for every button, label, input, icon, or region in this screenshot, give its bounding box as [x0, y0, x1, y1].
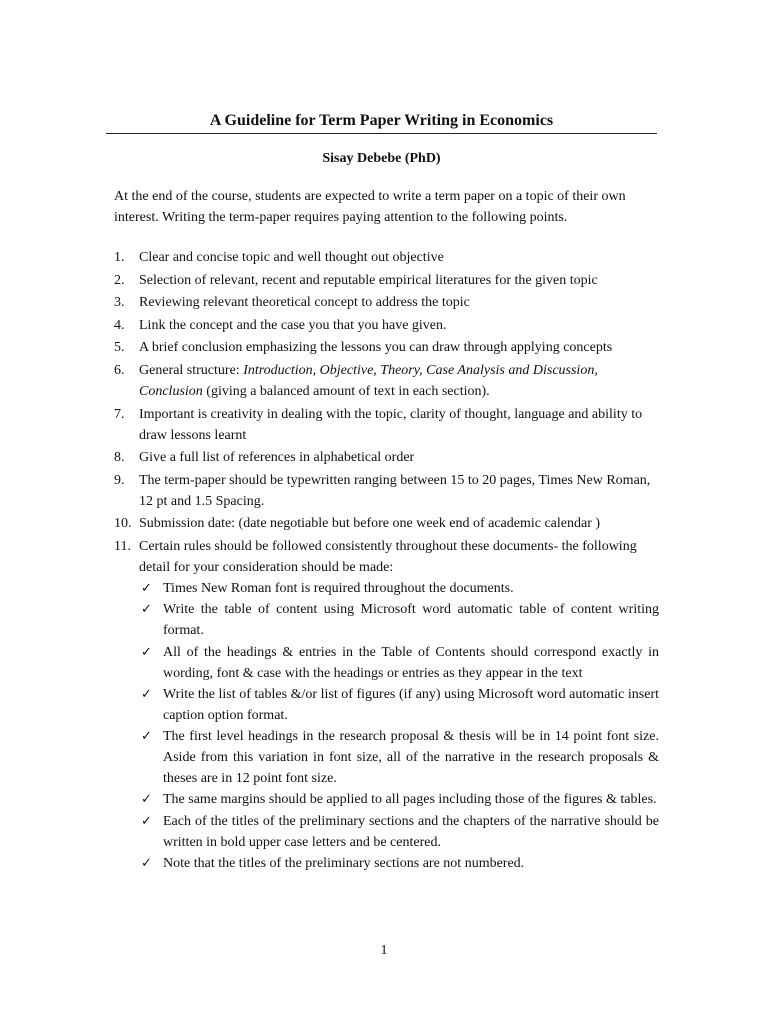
document-title: A Guideline for Term Paper Writing in Economics [209, 112, 554, 129]
check-icon: ✓ [141, 856, 152, 872]
list-item-text: Give a full list of references in alphabetical order [139, 450, 415, 466]
list-item [114, 337, 659, 358]
list-item-text-tail: (giving a balanced amount of text in each section). [202, 383, 490, 399]
intro-paragraph: At the end of the course, students are expected to write a term paper on a topic of their own interest. Writing the term-paper requires paying attention to the following points. [114, 189, 626, 225]
list-item-text: A brief conclusion emphasizing the lessons you can draw through applying concepts [139, 340, 613, 356]
rule-text: Note that the titles of the preliminary sections are not numbered. [163, 856, 525, 872]
title-underline-rule [106, 133, 657, 134]
list-item [114, 315, 659, 336]
list-item-text: Reviewing relevant theoretical concept to address the topic [139, 295, 470, 311]
check-icon: ✓ [141, 686, 152, 702]
author-line: Sisay Debebe (PhD) [322, 151, 441, 166]
rule-text: The first level headings in the research proposal & thesis will be in 14 point font size. Aside from this variation in font size, all of the narrative in the research proposals & theses are in 12 point font size. [163, 729, 659, 787]
rule-text: Times New Roman font is required throughout the documents. [163, 580, 514, 596]
formatting-rules-list [139, 578, 659, 874]
list-item [114, 447, 659, 468]
check-icon: ✓ [141, 580, 152, 596]
rule-item [139, 578, 659, 599]
rule-text: The same margins should be applied to all pages including those of the figures & tables. [163, 792, 657, 808]
list-item [114, 247, 659, 268]
check-icon: ✓ [141, 644, 152, 660]
list-item-number: 7. [114, 406, 125, 422]
rule-item [139, 684, 659, 726]
list-item-text: Selection of relevant, recent and reputable empirical literatures for the given topic [139, 272, 598, 288]
list-item [114, 292, 659, 313]
list-item-number: 8. [114, 450, 125, 466]
page-number: 1 [380, 943, 388, 958]
list-item-text: Submission date: (date negotiable but before one week end of academic calendar ) [139, 516, 601, 532]
rule-item [139, 853, 659, 874]
list-item-text: Clear and concise topic and well thought out objective [139, 250, 444, 265]
rule-text: Write the table of content using Microsoft word automatic table of content writing format. [163, 602, 659, 639]
rule-item [139, 642, 659, 684]
guideline-list [114, 247, 659, 876]
rule-item [139, 726, 659, 789]
list-item-text-lead: General structure: [139, 362, 244, 378]
list-item-number: 6. [114, 362, 125, 378]
rule-text: All of the headings & entries in the Table of Contents should correspond exactly in wording, font & case with the headings or entries as they appear in the text [163, 644, 659, 681]
list-item-number: 4. [114, 317, 125, 333]
list-item-number: 10. [114, 516, 132, 532]
rule-item [139, 811, 659, 853]
list-item-text: The term-paper should be typewritten ranging between 15 to 20 pages, Times New Roman, 12 pt and 1.5 Spacing. [139, 472, 651, 509]
list-item-number: 9. [114, 472, 125, 488]
list-item-number: 5. [114, 340, 125, 356]
list-item [114, 470, 659, 512]
rule-text: Each of the titles of the preliminary sections and the chapters of the narrative should be written in bold upper case letters and be centered. [163, 813, 659, 850]
check-icon: ✓ [141, 729, 152, 745]
list-item [114, 513, 659, 534]
list-item [114, 404, 659, 446]
list-item-number: 2. [114, 272, 125, 288]
list-item-number: 11. [114, 538, 131, 554]
check-icon: ✓ [141, 792, 152, 808]
rule-item [139, 789, 659, 810]
list-item-number: 3. [114, 295, 125, 311]
rule-item [139, 599, 659, 641]
structure-sections-italic: Introduction, Objective, Theory, Case Analysis and Discussion, Conclusion [139, 362, 598, 399]
check-icon: ✓ [141, 813, 152, 829]
check-icon: ✓ [141, 602, 152, 618]
list-item-text: Link the concept and the case you that you have given. [139, 317, 447, 333]
rule-text: Write the list of tables &/or list of figures (if any) using Microsoft word automatic insert caption option format. [163, 686, 659, 723]
list-item [114, 270, 659, 291]
list-item-text: Certain rules should be followed consistently throughout these documents- the following detail for your consideration should be made: [139, 538, 637, 575]
list-item [114, 536, 659, 874]
list-item [114, 360, 659, 402]
list-item-number: 1. [114, 250, 125, 265]
list-item-text: Important is creativity in dealing with the topic, clarity of thought, language and ability to draw lessons learnt [139, 406, 643, 443]
